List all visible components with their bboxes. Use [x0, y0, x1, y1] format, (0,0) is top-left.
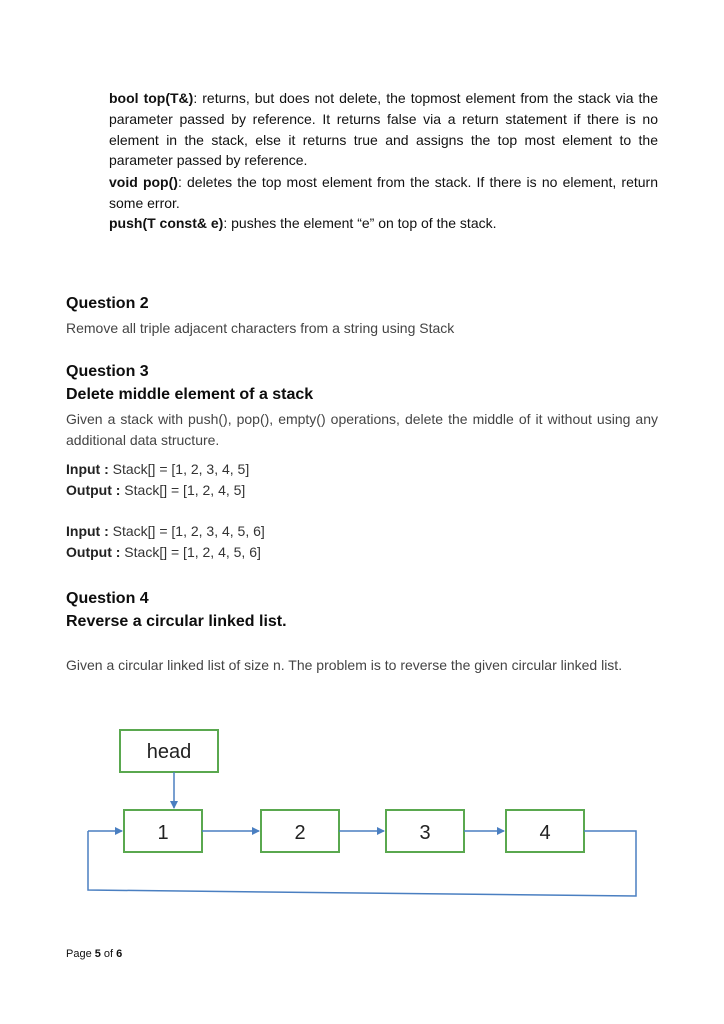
api-push-text: : pushes the element “e” on top of the stack. [223, 215, 497, 231]
question-2-heading: Question 2 [66, 295, 149, 312]
api-pop-text: : deletes the top most element from the stack. If there is no element, return some error. [109, 174, 658, 211]
node-value-4: 4 [539, 822, 551, 844]
api-top-text: : returns, but does not delete, the topmost element from the stack via the parameter passed by reference. It returns false via a return statement if there is no element in the stack, else it returns true and assigns the top most element to the parameter passed by reference. [109, 90, 658, 169]
node-value-2: 2 [294, 822, 306, 844]
api-pop-signature: void pop() [109, 174, 178, 190]
footer-current-page: 5 [94, 948, 101, 960]
question-3-subheading: Delete middle element of a stack [66, 386, 314, 403]
node-value-1: 1 [157, 822, 169, 844]
example-2-input-label: Input : [66, 523, 109, 539]
page-footer [66, 948, 122, 960]
example-1-output-value: Stack[] = [1, 2, 4, 5] [120, 482, 246, 498]
example-1-input-value: Stack[] = [1, 2, 3, 4, 5] [108, 461, 250, 477]
question-4-heading: Question 4 [66, 590, 149, 607]
footer-prefix: Page [66, 948, 95, 960]
node-value-3: 3 [419, 822, 431, 844]
question-4-subheading: Reverse a circular linked list. [66, 613, 287, 630]
example-1-output-label: Output : [66, 482, 121, 498]
head-label: head [146, 741, 192, 763]
api-push-signature: push(T const& e) [109, 215, 224, 231]
api-top-signature: bool top(T&) [109, 90, 194, 106]
question-3-heading: Question 3 [66, 363, 149, 380]
footer-middle: of [100, 948, 117, 960]
question-4-text: Given a circular linked list of size n. The problem is to reverse the given circular linked list. [66, 657, 623, 673]
example-2-input-value: Stack[] = [1, 2, 3, 4, 5, 6] [108, 523, 265, 539]
footer-total-pages: 6 [116, 948, 123, 960]
question-2-text: Remove all triple adjacent characters from a string using Stack [66, 320, 455, 336]
example-2-output-label: Output : [66, 544, 121, 560]
example-2-output-value: Stack[] = [1, 2, 4, 5, 6] [120, 544, 261, 560]
example-1-input-label: Input : [66, 461, 109, 477]
question-3-text: Given a stack with push(), pop(), empty() operations, delete the middle of it without using any additional data structure. [66, 411, 658, 448]
